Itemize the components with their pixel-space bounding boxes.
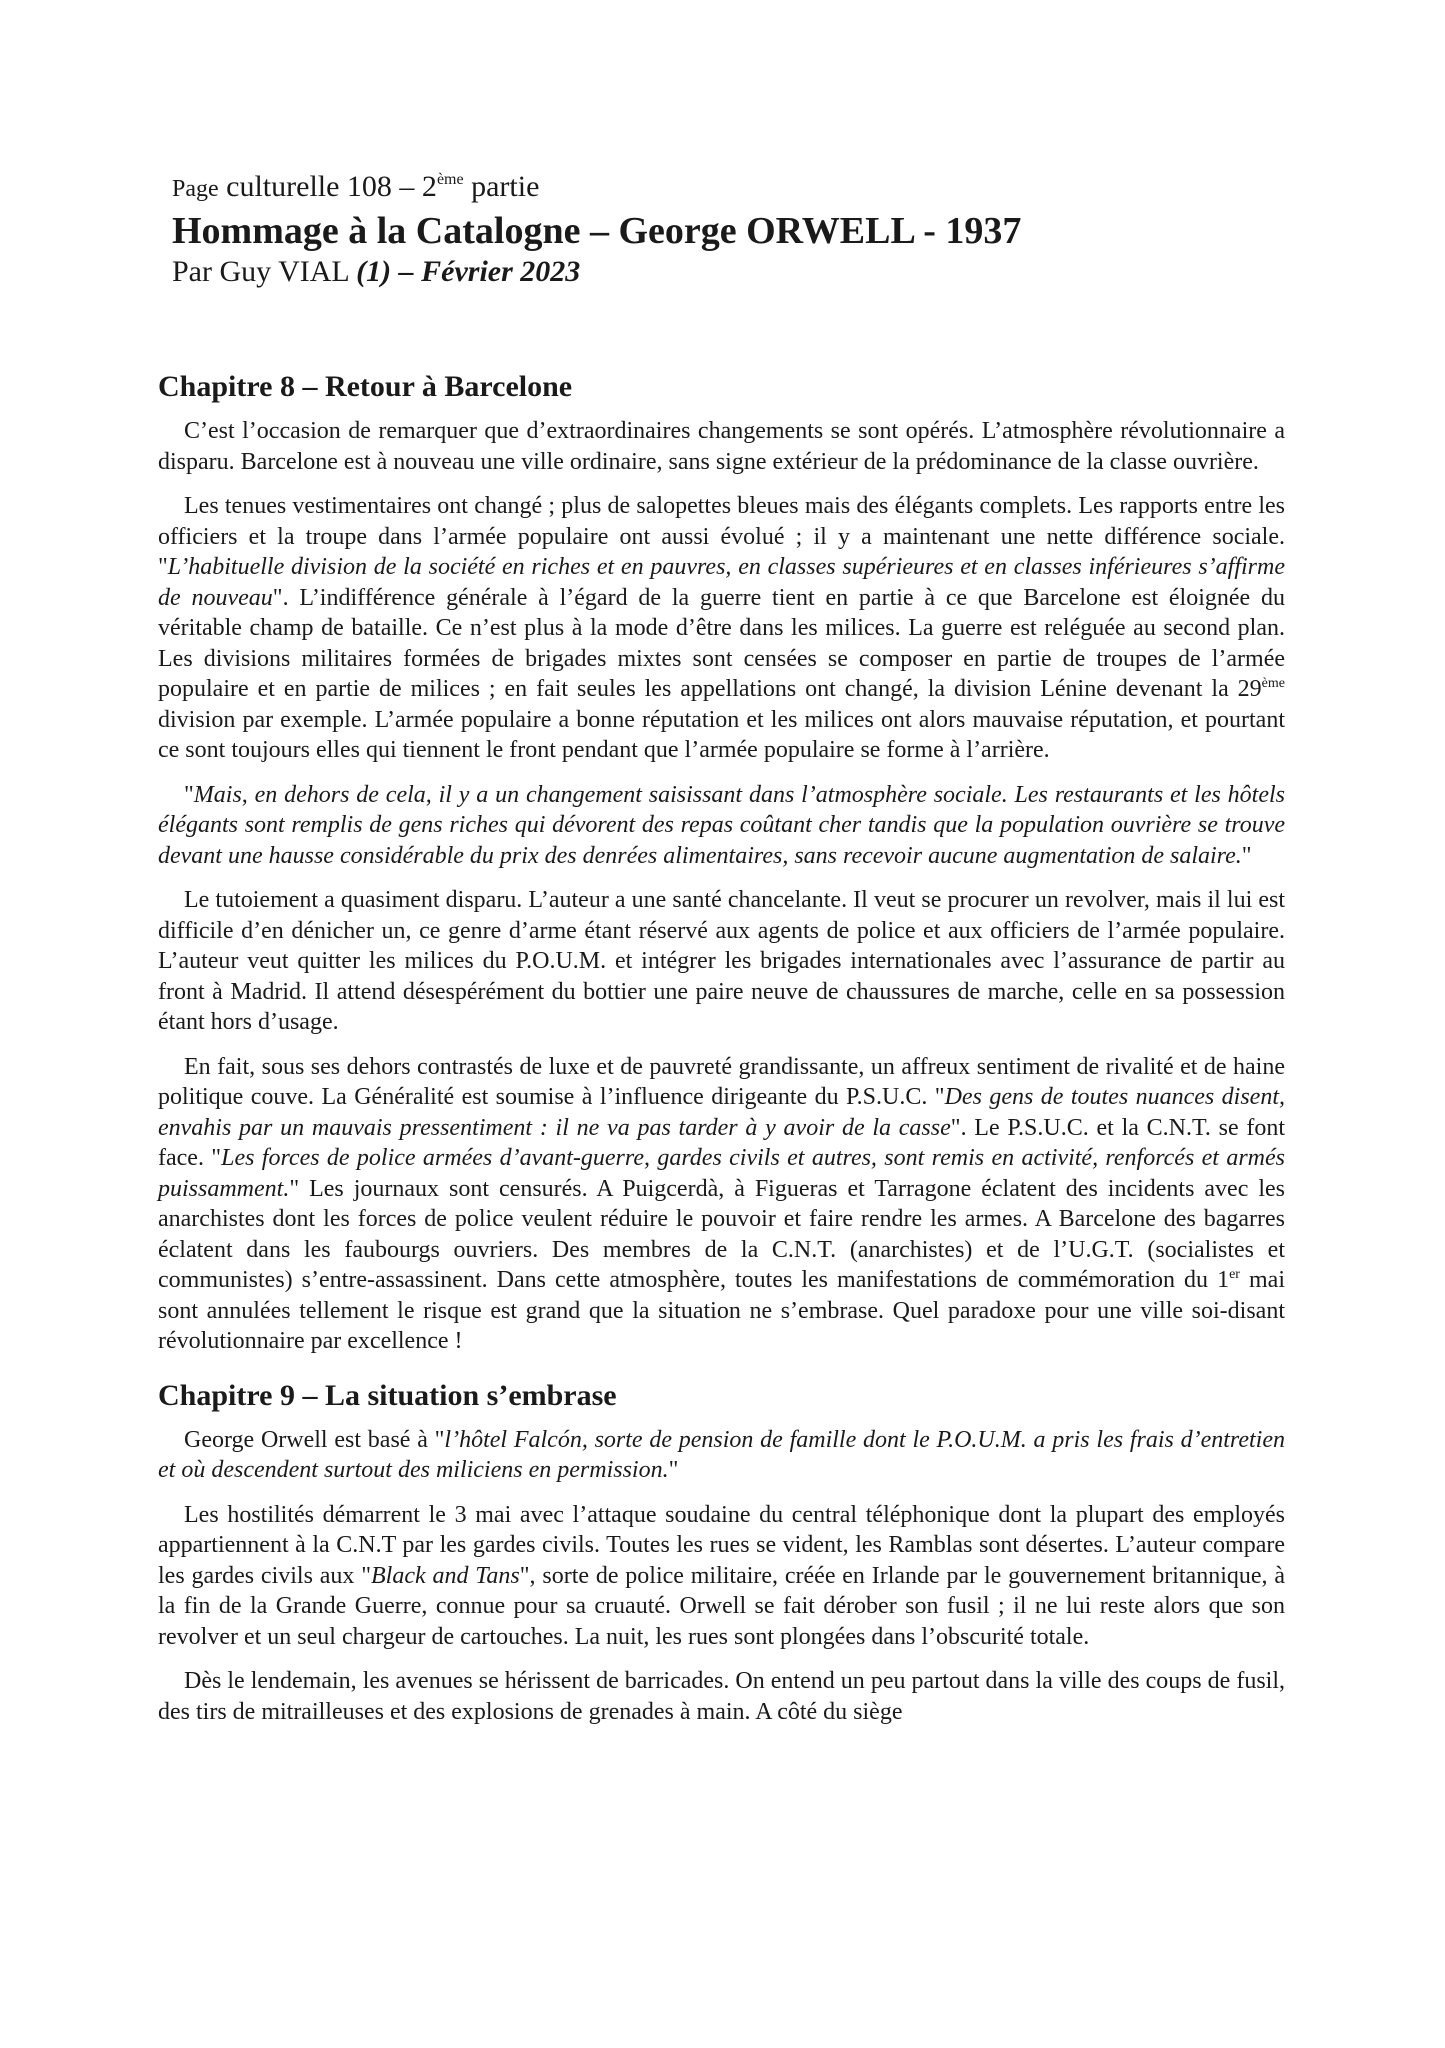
chapter-9-paragraph-3: Dès le lendemain, les avenues se hérissent de barricades. On entend un peu partout dans la ville des coups de fusil, des tirs de mitrailleuses et des explosions de grenades à main. A côté du siège xyxy=(158,1668,1285,1725)
chapter-9-paragraph-2: Les hostilités démarrent le 3 mai avec l’attaque soudaine du central téléphonique dont la plupart des employés appartiennent à la C.N.T par les gardes civils. Toutes les rues se vident, les Ramblas sont désertes. L’auteur compare les gardes civils aux "Black and Tans", sorte de police militaire, créée en Irlande par le gouvernement britannique, à la fin de la Grande Guerre, connue pour sa cruauté. Orwell se fait dérober son fusil ; il ne lui reste alors que son revolver et un seul chargeur de cartouches. La nuit, les rues sont plongées dans l’obscurité totale. xyxy=(158,1501,1285,1650)
chapter-8-heading: Chapitre 8 – Retour à Barcelone xyxy=(158,370,573,403)
chapter-8-paragraph-1: C’est l’occasion de remarquer que d’extraordinaires changements se sont opérés. L’atmosphère révolutionnaire a disparu. Barcelone est à nouveau une ville ordinaire, sans signe extérieur de la prédominance de la classe ouvrière. xyxy=(158,418,1285,475)
article-header xyxy=(172,168,1292,290)
chapter-8-paragraph-4: Le tutoiement a quasiment disparu. L’auteur a une santé chancelante. Il veut se procurer un revolver, mais il lui est difficile d’en dénicher un, ce genre d’arme étant réservé aux agents de police et aux officiers de l’armée populaire. L’auteur veut quitter les milices du P.O.U.M. et intégrer les brigades internationales avec l’assurance de partir au front à Madrid. Il attend désespérément du bottier une paire neuve de chaussures de marche, celle en sa possession étant hors d’usage. xyxy=(158,887,1285,1035)
chapter-8-paragraph-5: En fait, sous ses dehors contrastés de luxe et de pauvreté grandissante, un affreux sentiment de rivalité et de haine politique couve. La Généralité est soumise à l’influence dirigeante du P.S.U.C. "Des gens de toutes nuances disent, envahis par un mauvais pressentiment : il ne va pas tarder à y avoir de la casse". Le P.S.U.C. et la C.N.T. se font face. "Les forces de police armées d’avant-guerre, gardes civils et autres, sont remis en activité, renforcés et armés puissamment." Les journaux sont censurés. A Puigcerdà, à Figueras et Tarragone éclatent des incidents avec les anarchistes dont les forces de police veulent réduire le pouvoir et faire rendre les armes. A Barcelone des bagarres éclatent dans les faubourgs ouvriers. Des membres de la C.N.T. (anarchistes) et de l’U.G.T. (socialistes et communistes) s’entre-assassinent. Dans cette atmosphère, toutes les manifestations de commémoration du 1er mai sont annulées tellement le risque est grand que la situation ne s’embrase. Quel paradoxe pour une ville soi-disant révolutionnaire par excellence ! xyxy=(158,1053,1286,1354)
page-title: Hommage à la Catalogne – George ORWELL - 1937 xyxy=(172,210,1022,252)
chapter-8-paragraph-2: Les tenues vestimentaires ont changé ; plus de salopettes bleues mais des élégants complets. Les rapports entre les officiers et la troupe dans l’armée populaire ont aussi évolué ; il y a maintenant une nette différence sociale. "L’habituelle division de la société en riches et en pauvres, en classes supérieures et en classes inférieures s’affirme de nouveau". L’indifférence générale à l’égard de la guerre tient en partie à ce que Barcelone est éloignée du véritable champ de bataille. Ce n’est plus à la mode d’être dans les milices. La guerre est reléguée au second plan. Les divisions militaires formées de brigades mixtes sont censées se composer en partie de troupes de l’armée populaire et en partie de milices ; en fait seules les appellations ont changé, la division Lénine devenant la 29ème division par exemple. L’armée populaire a bonne réputation et les milices ont alors mauvaise réputation, et pourtant ce sont toujours elles qui tiennent le front pendant que l’armée populaire se forme à l’arrière. xyxy=(158,493,1285,763)
byline: Par Guy VIAL (1) – Février 2023 xyxy=(172,255,581,288)
chapter-8-paragraph-3: "Mais, en dehors de cela, il y a un changement saisissant dans l’atmosphère sociale. Les restaurants et les hôtels élégants sont remplis de gens riches qui dévorent des repas coûtant cher tandis que la population ouvrière se trouve devant une hausse considérable du prix des denrées alimentaires, sans recevoir aucune augmentation de salaire." xyxy=(158,781,1285,869)
chapter-9-paragraph-1: George Orwell est basé à "l’hôtel Falcón, sorte de pension de famille dont le P.O.U.M. a pris les frais d’entretien et où descendent surtout des miliciens en permission." xyxy=(158,1426,1286,1483)
page-label: Page culturelle 108 – 2ème partie xyxy=(172,170,540,203)
article-body xyxy=(158,368,1285,1741)
chapter-9-heading: Chapitre 9 – La situation s’embrase xyxy=(158,1378,617,1412)
